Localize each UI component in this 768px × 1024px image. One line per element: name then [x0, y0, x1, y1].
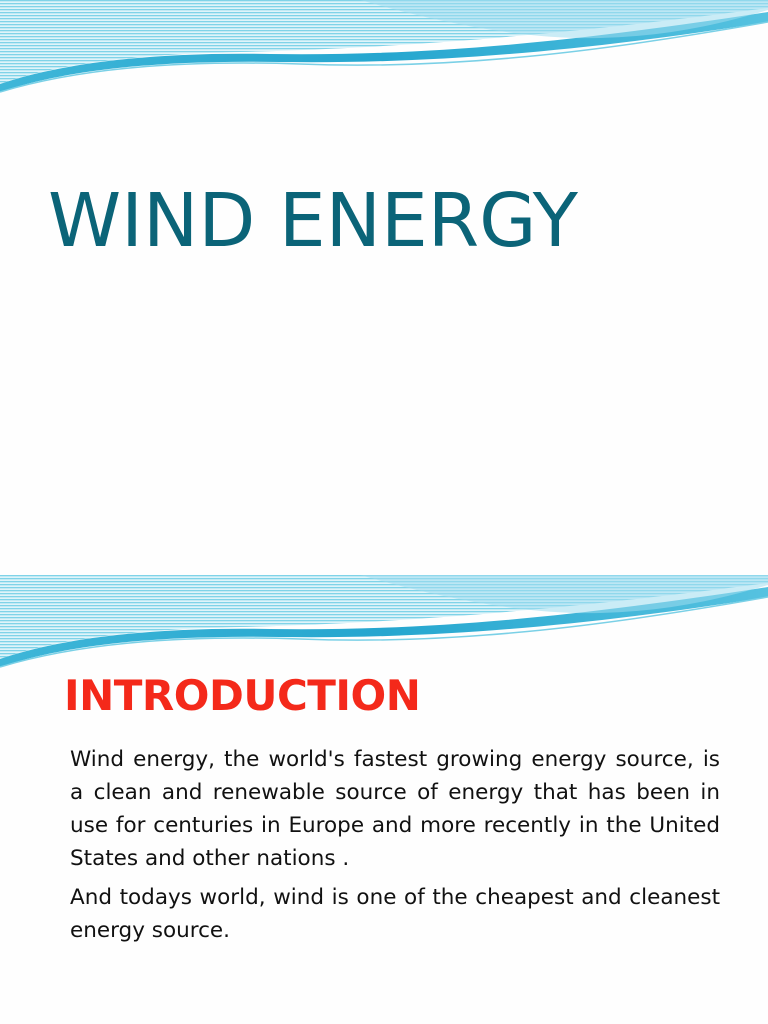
body-text — [70, 743, 720, 953]
section-heading: INTRODUCTION — [64, 671, 421, 720]
decorative-wave-banner — [0, 575, 768, 675]
slide-introduction — [0, 575, 768, 1024]
paragraph: Wind energy, the world's fastest growing energy source, is a clean and renewable source of energy that has been in use for centuries in Europe and more recently in the United States and other nations . — [70, 747, 720, 871]
paragraph: And todays world, wind is one of the cheapest and cleanest energy source. — [70, 885, 720, 943]
slide-title-text: WIND ENERGY — [48, 178, 578, 264]
decorative-wave-banner — [0, 0, 768, 100]
